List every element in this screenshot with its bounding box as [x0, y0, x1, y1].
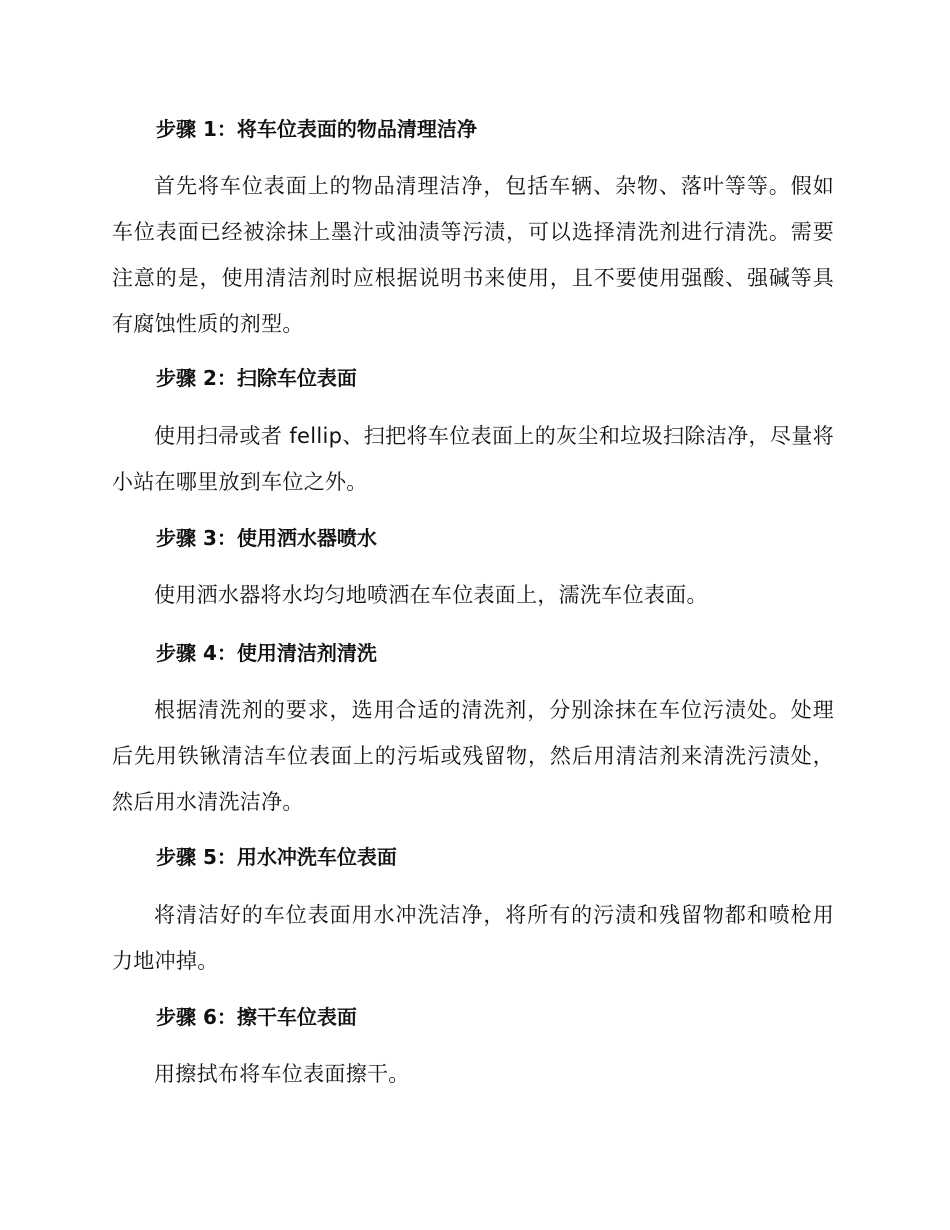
step-5-paragraph: 将清洁好的车位表面用水冲洗洁净，将所有的污渍和残留物都和喷枪用力地冲掉。: [112, 903, 834, 973]
step-5-heading: 步骤 5：用水冲洗车位表面: [156, 845, 397, 869]
step-4-heading: 步骤 4：使用清洁剂清洗: [156, 641, 377, 665]
step-2-heading: 步骤 2：扫除车位表面: [156, 366, 357, 390]
step-6-paragraph: 用擦拭布将车位表面擦干。: [154, 1062, 410, 1086]
step-6-heading: 步骤 6：擦干车位表面: [156, 1005, 357, 1029]
step-3-paragraph: 使用洒水器将水均匀地喷洒在车位表面上，濡洗车位表面。: [154, 583, 708, 607]
step-2-paragraph: 使用扫帚或者 fellip、扫把将车位表面上的灰尘和垃圾扫除洁净，尽量将小站在哪里放到车位之外。: [112, 424, 834, 494]
step-1-paragraph: 首先将车位表面上的物品清理洁净，包括车辆、杂物、落叶等等。假如车位表面已经被涂抹上墨汁或油渍等污渍，可以选择清洗剂进行清洗。需要注意的是，使用清洁剂时应根据说明书来使用，且不要使用强酸、强碱等具有腐蚀性质的剂型。: [112, 174, 834, 336]
step-3-heading: 步骤 3：使用洒水器喷水: [156, 526, 377, 550]
step-1-heading: 步骤 1：将车位表面的物品清理洁净: [156, 117, 477, 141]
step-4-paragraph: 根据清洗剂的要求，选用合适的清洗剂，分别涂抹在车位污渍处。处理后先用铁锹清洁车位表面上的污垢或残留物，然后用清洁剂来清洗污渍处，然后用水清洗洁净。: [112, 698, 834, 814]
